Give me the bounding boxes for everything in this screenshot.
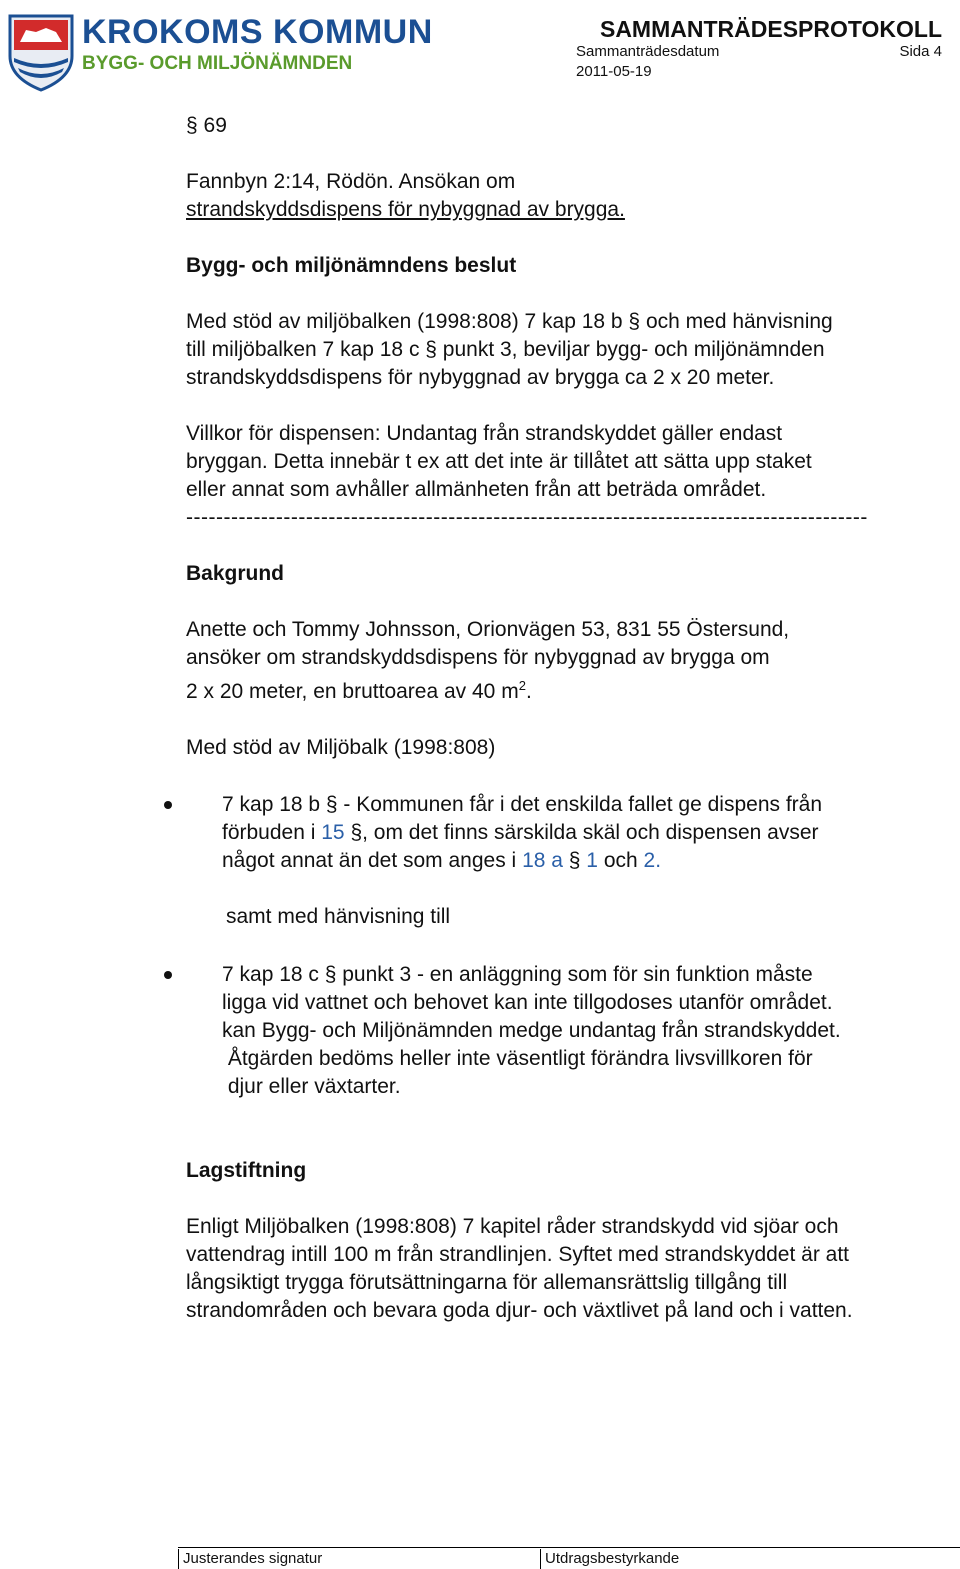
- background-line-end: .: [525, 680, 532, 703]
- bullet-item-18b: [186, 791, 956, 875]
- organization-committee: BYGG- OCH MILJÖNÄMNDEN: [82, 53, 353, 74]
- protocol-header: [562, 16, 942, 82]
- bullet-line: ligga vid vattnet och behovet kan inte tillgodoses utanför området.: [222, 991, 833, 1014]
- legislation-line: Enligt Miljöbalken (1998:808) 7 kapitel råder strandskydd vid sjöar och: [186, 1215, 839, 1238]
- bullet-line: 7 kap 18 c § punkt 3 - en anläggning som för sin funktion måste: [222, 963, 813, 986]
- signature-label: Justerandes signatur: [183, 1550, 323, 1567]
- subject-line-2: strandskyddsdispens för nybyggnad av brygga.: [186, 198, 625, 221]
- reference-text: samt med hänvisning till: [226, 905, 451, 928]
- meeting-date: 2011-05-19: [576, 63, 652, 80]
- legislation-line: långsiktigt trygga förutsättningarna för allemansrättslig tillgång till: [186, 1271, 788, 1294]
- bullet-text: §, om det finns särskilda skäl och dispensen avser: [344, 821, 819, 844]
- certificate-field: [540, 1549, 960, 1569]
- conditions-line: bryggan. Detta innebär t ex att det inte är tillåtet att sätta upp staket: [186, 450, 812, 473]
- bullet-icon: [164, 801, 172, 809]
- bullet-item-18c: [186, 961, 956, 1101]
- link-section-15[interactable]: 15: [321, 821, 345, 844]
- conditions-line: Villkor för dispensen: Undantag från strandskyddet gäller endast: [186, 422, 783, 445]
- decision-line: Med stöd av miljöbalken (1998:808) 7 kap 18 b § och med hänvisning: [186, 310, 833, 333]
- legal-basis: Med stöd av Miljöbalk (1998:808): [186, 736, 496, 759]
- page-number: Sida 4: [899, 43, 942, 60]
- link-section-18a[interactable]: 18 a: [522, 849, 563, 872]
- municipality-crest-logo: [6, 12, 76, 92]
- legislation-heading: Lagstiftning: [186, 1159, 307, 1182]
- background-line-text: 2 x 20 meter, en bruttoarea av 40 m: [186, 680, 519, 703]
- conditions-text: [186, 420, 956, 504]
- decision-heading: Bygg- och miljönämndens beslut: [186, 254, 517, 277]
- subject-line-1: Fannbyn 2:14, Rödön. Ansökan om: [186, 170, 516, 193]
- meeting-date-label: Sammanträdesdatum: [576, 43, 720, 60]
- decision-line: strandskyddsdispens för nybyggnad av brygga ca 2 x 20 meter.: [186, 366, 775, 389]
- signature-footer: [178, 1547, 960, 1569]
- document-title: SAMMANTRÄDESPROTOKOLL: [599, 16, 942, 42]
- signature-field: [178, 1549, 543, 1569]
- certificate-label: Utdragsbestyrkande: [545, 1550, 680, 1567]
- decision-line: till miljöbalken 7 kap 18 c § punkt 3, beviljar bygg- och miljönämnden: [186, 338, 825, 361]
- legislation-line: vattendrag intill 100 m från strandlinjen. Syftet med strandskyddet är att: [186, 1243, 850, 1266]
- bullet-text: §: [562, 849, 587, 872]
- bullet-text: och: [597, 849, 644, 872]
- protocol-meta-row: [562, 42, 942, 62]
- bullet-text: något annat än det som anges i: [222, 849, 523, 872]
- bullet-line: Åtgärden bedöms heller inte väsentligt förändra livsvillkoren för: [222, 1047, 813, 1070]
- legislation-text: [186, 1213, 956, 1325]
- superscript-2: 2: [518, 678, 526, 693]
- background-heading: Bakgrund: [186, 562, 285, 585]
- background-line: Anette och Tommy Johnsson, Orionvägen 53, 831 55 Östersund,: [186, 618, 790, 641]
- background-line: ansöker om strandskyddsdispens för nybyggnad av brygga om: [186, 646, 770, 669]
- bullet-line: kan Bygg- och Miljönämnden medge undantag från strandskyddet.: [222, 1019, 841, 1042]
- organization-header: [82, 14, 433, 76]
- paragraph-number: § 69: [186, 114, 227, 137]
- bullet-line: djur eller växtarter.: [222, 1075, 401, 1098]
- bullet-line: [222, 847, 956, 875]
- separator-line: -------------------------------------------------------------------------------------------: [186, 506, 868, 529]
- decision-text: [186, 308, 956, 392]
- bullet-icon: [164, 971, 172, 979]
- bullet-text: förbuden i: [222, 821, 322, 844]
- organization-name: KROKOMS KOMMUN: [82, 13, 433, 51]
- document-body: [186, 112, 956, 1325]
- link-item-2[interactable]: 2.: [643, 849, 662, 872]
- link-item-1[interactable]: 1: [586, 849, 598, 872]
- bullet-line: 7 kap 18 b § - Kommunen får i det enskilda fallet ge dispens från: [222, 793, 823, 816]
- legislation-line: strandområden och bevara goda djur- och växtlivet på land och i vatten.: [186, 1299, 853, 1322]
- background-line: [186, 672, 956, 706]
- conditions-line: eller annat som avhåller allmänheten från att beträda området.: [186, 478, 767, 501]
- background-text: [186, 616, 956, 706]
- bullet-line: [222, 819, 956, 847]
